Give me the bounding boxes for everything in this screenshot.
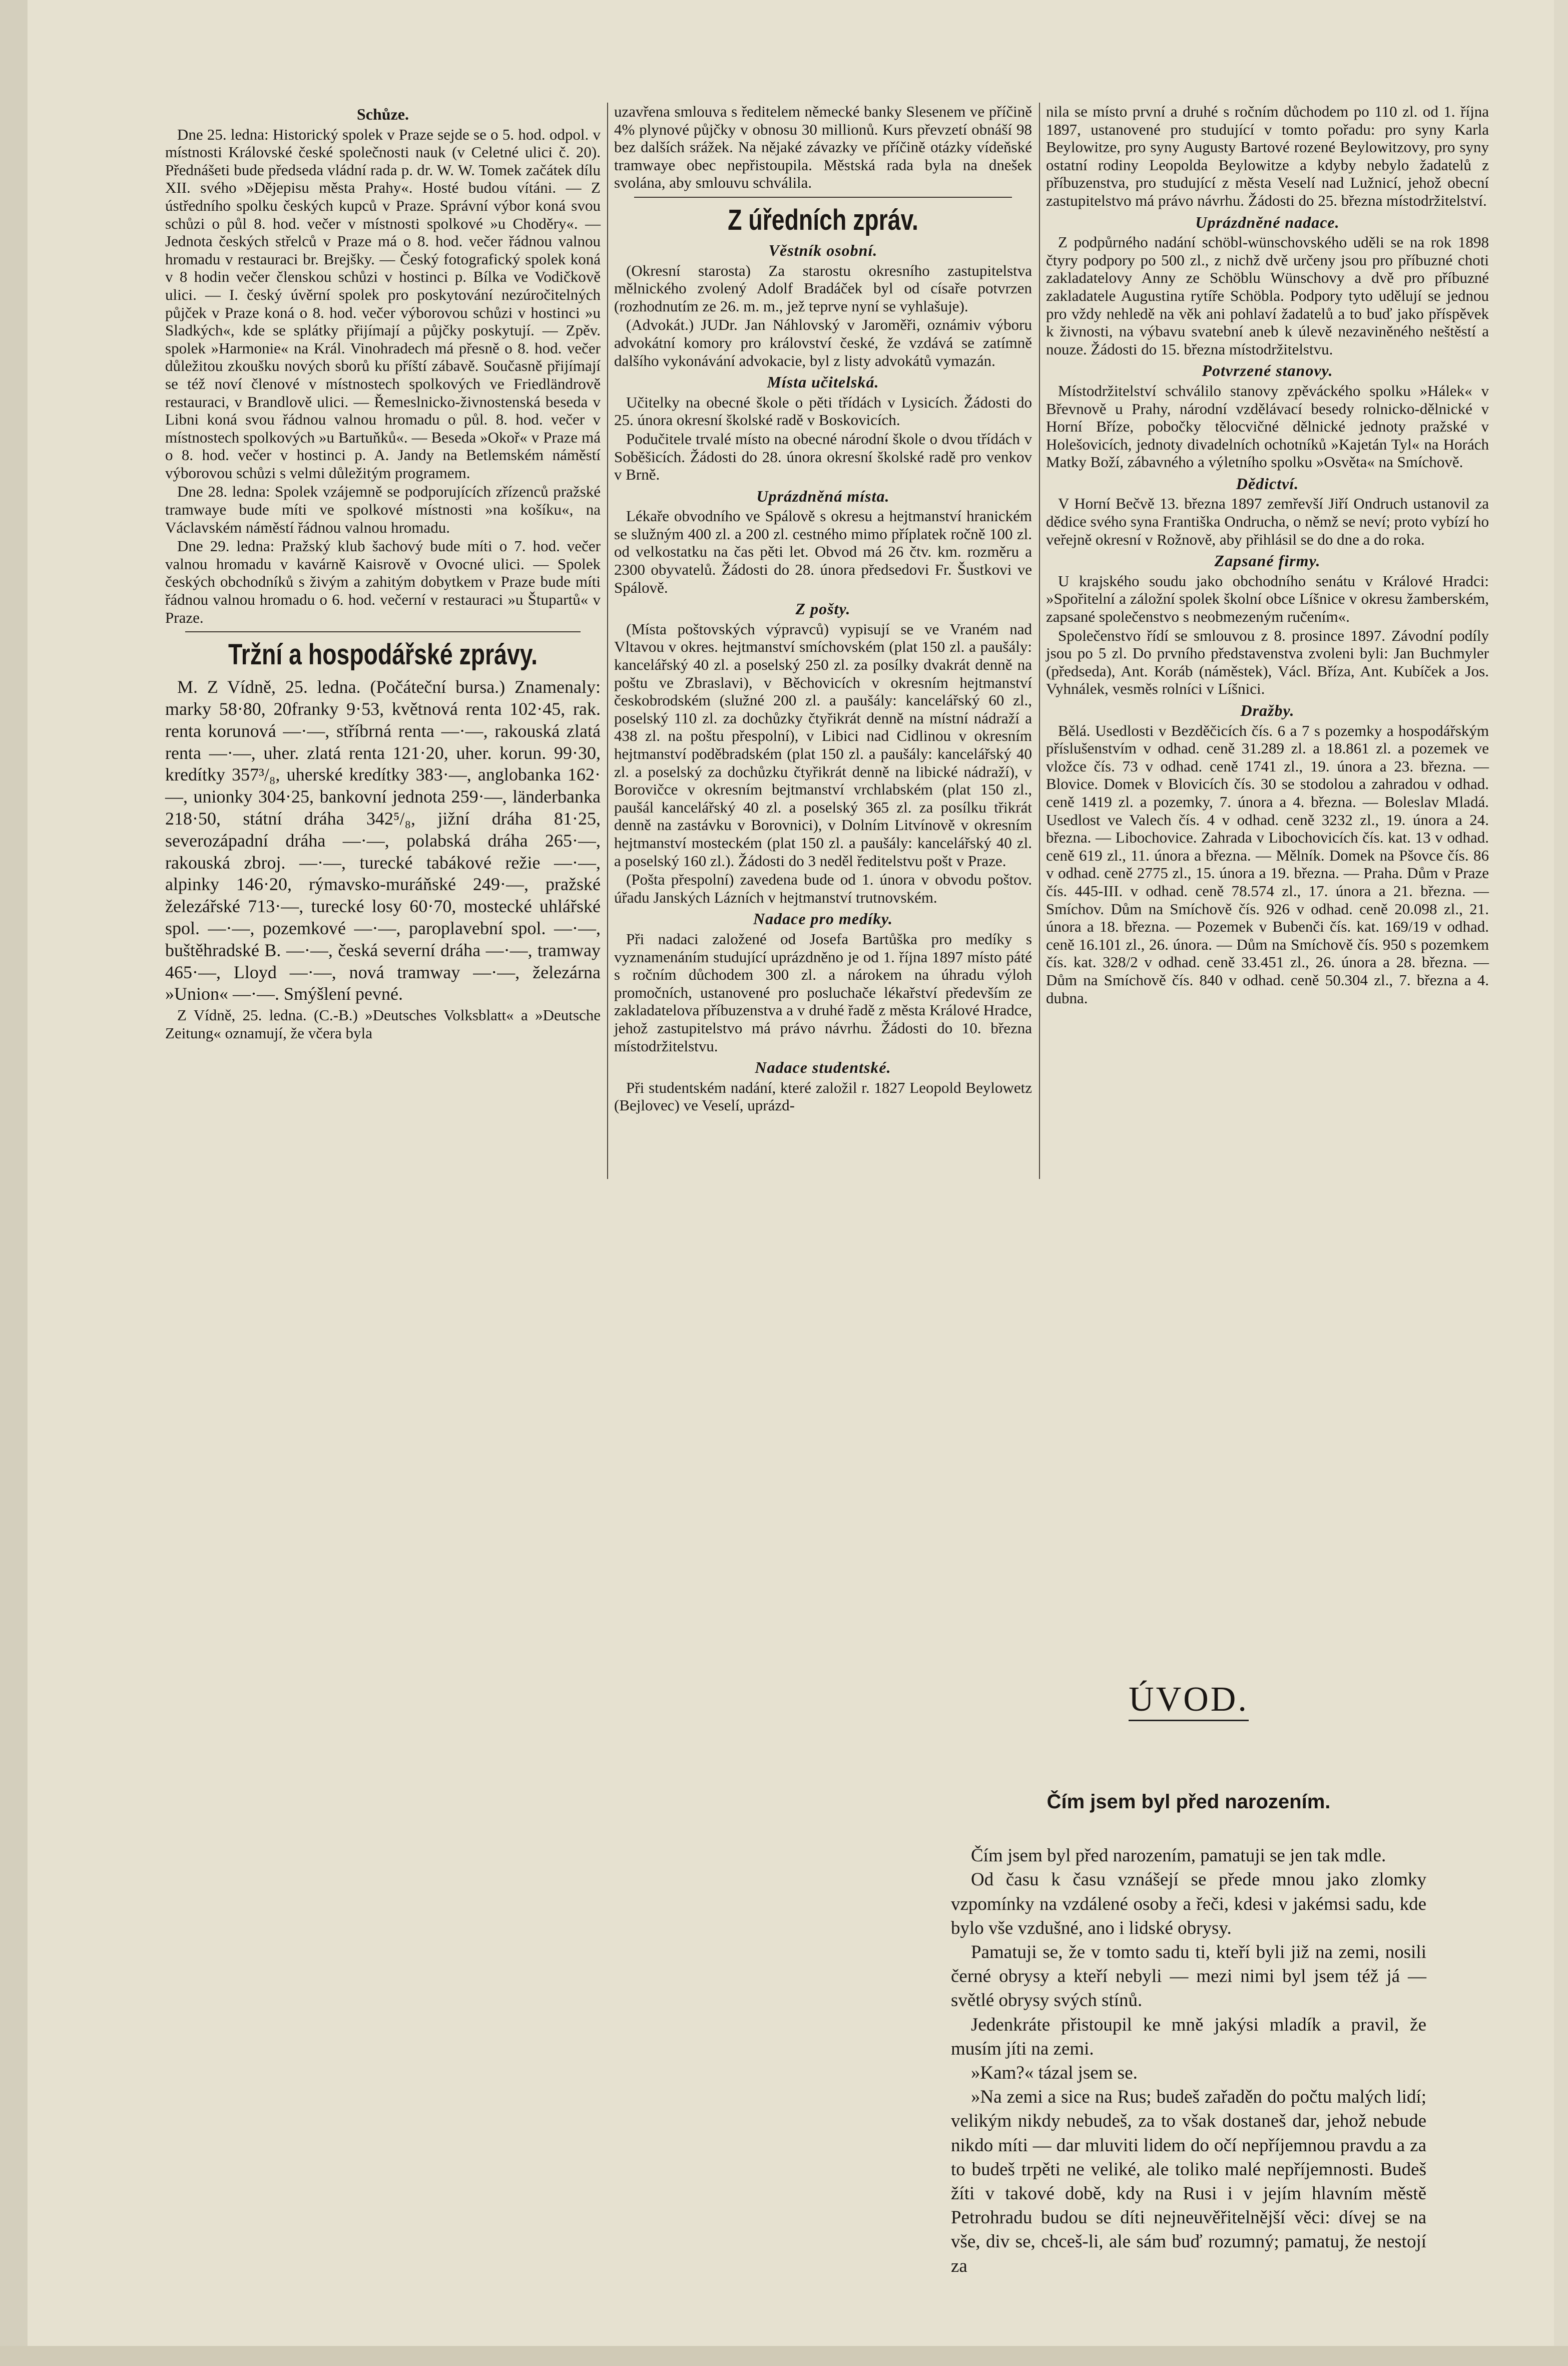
- column-left: [165, 103, 601, 1043]
- schuze-heading: Schůze.: [357, 105, 409, 123]
- vestnik-heading: Věstník osobní.: [768, 241, 878, 259]
- nadace-student-heading: Nadace studentské.: [755, 1058, 891, 1077]
- trzni-heading: Tržní a hospodářské zprávy.: [228, 638, 538, 671]
- schuze-paragraph: Dne 28. ledna: Spolek vzájemně se podporujících zřízenců pražské tramwaye bude míti ve spolkové místnosti »na košíku«, na Václavském náměstí řádnou valnou hromadu.: [165, 483, 601, 536]
- posty-paragraph: (Pošta přespolní) zavedena bude od 1. února v obvodu poštov. úřadu Janských Lázních v hejtmanství trutnovském.: [614, 871, 1032, 906]
- chapter-paragraph: Od času k času vznášejí se přede mnou jako zlomky vzpomínky na vzdálené osoby a řeči, kdesi v jakémsi sadu, kde bylo vše vzdušné, ano i lidské obrysy.: [951, 1869, 1426, 1938]
- posty-paragraph: (Místa poštovských výpravců) vypisují se ve Vraném nad Vltavou v okres. hejtmanství smíchovském (plat 150 zl. a paušály: kancelářský 40 zl. a poselský 250 zl. za posílky dvakrát denně na poštu ve Zbraslavi), v Běchovicích v okresním hejtmanství českobrodském (služné 200 zl. a paušály: kancelářský 60 zl., poselský 110 zl. za dochůzky čtyřikrát denně na místní nádraží a 438 zl. na poštu přespolní), v Libici nad Cidlinou v okresním hejtmanství poděbradském (plat 150 zl. a paušály: kancelářský 40 zl. a poselský za dochůzku čtyřikrát denně na libické nádraží), v Borovičce v okresním bejtmanství vrchlabském (plat 150 zl., paušál kancelářský 40 zl. a poselský 365 zl. za posílku třikrát denně na zastávku v Borovnici), v Dolním Litvínově v okresním hejtmanství mosteckém (plat 150 zl. a paušály: kancelářský 40 zl. a poselský 160 zl.). Žádosti do 3 neděl ředitelstvu pošt v Praze.: [614, 620, 1032, 870]
- chapter-paragraph: Jedenkráte přistoupil ke mně jakýsi mladík a pravil, že musím jíti na zemi.: [951, 2014, 1426, 2059]
- chapter-paragraph: »Na zemi a sice na Rus; budeš zařaděn do počtu malých lidí; velikým nikdy nebudeš, za to však dostaneš dar, jehož nebude nikdo míti — dar mluviti lidem do očí nepříjemnou pravdu a za to budeš trpěti ne veliké, ale toliko malé nepříjemnosti. Budeš žíti v takové době, kdy na Rusi i v jejím hlavním městě Petrohradu budou se díti nejneuvěřitelnější věci: dívej se na vše, div se, chceš-li, ale sám buď rozumný; pamatuj, že nestojí za: [951, 2087, 1426, 2276]
- chapter-paragraph: Čím jsem byl před narozením, pamatuji se jen tak mdle.: [971, 1845, 1386, 1866]
- continued-paragraph: uzavřena smlouva s ředitelem německé banky Slesenem ve příčině 4% plynové půjčky v obnosu 30 millionů. Kurs převzetí obnáší 98 bez dalších srážek. Na nějaké závazky ve příčině otázky vídeňské tramwaye obec nepřistoupila. Městská rada byla na dnešek svolána, aby smlouvu schválila.: [614, 103, 1032, 192]
- nadace-medici-paragraph: Při nadaci založené od Josefa Bartůška pro medíky s vyznamenáním studující uprázdněno je od 1. října 1897 místo páté s ročním důchodem 300 zl. a nárokem na úhradu výloh promočních, ustanovené pro posluchače lékařství především ze zakladatelova příbuzenstva a v druhé řadě z města Králové Hradce, jehož zastupitelstvo má právo návrhu. Žádosti do 10. března místodržitelstvu.: [614, 930, 1032, 1055]
- newspaper-page: [28, 0, 1554, 2366]
- chapter-paragraph: Pamatuji se, že v tomto sadu ti, kteří byli již na zemi, nosili černé obrysy a kteří nebyli — mezi nimi byl jsem též já — světlé obrysy svých stínů.: [951, 1942, 1426, 2011]
- ucitel-paragraph: Učitelky na obecné škole o pěti třídách v Lysicích. Žádosti do 25. února okresní školské radě v Boskovicích.: [614, 393, 1032, 429]
- column-rule: [1039, 103, 1040, 1179]
- potvrz-paragraph: Místodržitelství schválilo stanovy zpěváckého spolku »Hálek« v Břevnově u Prahy, národní vzdělávací besedy rolnicko-dělnické v Horní Bříze, pobočky tělocvičné dělnické jednoty pražské v Holešovicích, jednoty divadelních ochotníků »Kajetán Tyl« na Horách Matky Boží, zábavného a výletního spolku »Osvěta« na Smíchově.: [1046, 381, 1489, 471]
- uprazd-nadace-heading: Uprázdněné nadace.: [1195, 213, 1340, 231]
- dedictvi-heading: Dědictví.: [1236, 474, 1299, 493]
- uvod-title: ÚVOD.: [1038, 1680, 1339, 1720]
- drazby-heading: Dražby.: [1240, 701, 1295, 719]
- scan-left-edge: [0, 0, 28, 2366]
- posty-heading: Z pošty.: [795, 600, 851, 618]
- firmy-paragraph: U krajského soudu jako obchodního senátu v Králové Hradci: »Spořitelní a záložní spolek školní obce Líšnice v okresu žamberském, zapsané společenstvo s neobmezeným ručením«.: [1046, 572, 1489, 626]
- divider: [634, 197, 1012, 198]
- schuze-paragraph: Dne 25. ledna: Historický spolek v Praze sejde se o 5. hod. odpol. v místnosti Královské české společnosti nauk (v Celetné ulici č. 20). Přednášeti bude předseda vládní rada p. dr. W. W. Tomek začátek dílu XII. svého »Dějepisu města Prahy«. Hosté budou vítáni. — Z ústředního spolku českých kupců v Praze. Správní výbor koná svou schůzi o půl 8. hod. večer v místnosti spolkové »u Choděry«. — Jednota českých střelců v Praze má o 8. hod. večer řádnou valnou hromadu v restauraci br. Brejšky. — Český fotografický spolek koná v 8 hodin večer členskou schůzi v hostinci p. Bílka ve Vodičkově ulici. — I. český úvěrní spolek pro poskytování nezúročitelných půjček v Praze koná o 8. hod. večer výborovou schůzi v hostinci »u Sladkých«, kde se splátky přijímají a půjčky poskytují. — Zpěv. spolek »Harmonie« na Král. Vinohradech má přesně o 8. hod. večer důležitou zkoušku nových sborů ku příští zábavě. Současně přijímají se též noví členové v místnostech spolkových ve Friedländrově restauraci, v Brandlově ulici. — Řemeslnicko-živnostenská beseda v Libni koná svou řádnou valnou hromadu o půl. 8. hod. večer v místnostech spolkových »u Bartuňků«. — Beseda »Okoř« v Praze má o 8. hod. večer v hostinci p. A. Jandy na Betlemském náměstí výborovou schůzi s velmi důležitým programem.: [165, 125, 601, 482]
- firmy-paragraph: Společenstvo řídí se smlouvou z 8. prosince 1897. Závodní podíly jsou po 5 zl. Do prvního představenstva zvoleni byli: Jan Buchmyler (předseda), Ant. Koráb (náměstek), Václ. Bříza, Ant. Kubíček a Jos. Vyhnálek, vesměs rolníci v Líšnici.: [1046, 626, 1489, 698]
- uprazd-heading: Uprázdněná místa.: [756, 487, 890, 505]
- burza-paragraph: M. Z Vídně, 25. ledna. (Počáteční bursa.) Znamenaly: marky 58·80, 20franky 9·53, květnová renta 102·45, rak. renta korunová —·—, stříbrná renta —·—, rakouská zlatá renta —·—, uher. zlatá renta 121·20, uher. korun. 99·30, kredítky 357³/₈, uherské kredítky 383·—, anglobanka 162·—, unionky 304·25, bankovní jednota 259·—, länderbanka 218·50, státní dráha 342⁵/₈, jižní dráha 81·25, severozápadní dráha —·—, polabská dráha 265·—, rakouská zbroj. —·—, turecké tabákové režie —·—, alpinky 146·20, rýmavsko-muráňské 249·—, pražské železářské 713·—, turecké losy 60·70, mostecké uhlářské spol. —·—, pozemkové —·—, paroplavební spol. —·—, buštěhradské B. —·—, česká severní dráha —·—, tramway 465·—, Lloyd —·—, nová tramway —·—, železárna »Union« —·—. Smýšlení pevné.: [165, 677, 601, 1004]
- vestnik-paragraph: (Okresní starosta) Za starostu okresního zastupitelstva mělnického zvolený Adolf Bradáček byl od císaře potvrzen (rozhodnutím ze 26. m. m., jež teprve nyní se vyhlašuje).: [614, 261, 1032, 315]
- ucitel-heading: Místa učitelská.: [767, 373, 879, 391]
- scan-bottom-edge: [0, 2346, 1568, 2366]
- divider: [185, 631, 581, 632]
- vestnik-paragraph: (Advokát.) JUDr. Jan Náhlovský v Jaroměři, oznámiv výboru advokátní komory pro království české, že vzdává se zatímně dalšího vykonávání advokacie, byl z listy advokátů vymazán.: [614, 316, 1032, 369]
- potvrz-heading: Potvrzené stanovy.: [1202, 361, 1333, 380]
- nadace-medici-heading: Nadace pro medíky.: [753, 910, 893, 928]
- chapter-text: [951, 1790, 1426, 2278]
- uprazd-paragraph: Lékaře obvodního ve Spálově s okresu a hejtmanství hranickém se služným 400 zl. a 200 zl. cestného mimo příplatek ročně 100 zl. od velkostatku na čas pěti let. Obvod má 26 čtv. km. rozměru a 2300 obyvatelů. Žádosti do 28. února předsedovi Fr. Šustkovi ve Spálově.: [614, 507, 1032, 596]
- firmy-heading: Zapsané firmy.: [1214, 552, 1321, 570]
- chapter-paragraph: »Kam?« tázal jsem se.: [971, 2063, 1138, 2084]
- column-middle: [614, 103, 1032, 1115]
- uprazd-nadace-paragraph: Z podpůrného nadání schöbl-wünschovského uděli se na rok 1898 čtyry podpory po 500 zl., z nichž dvě určeny jsou pro příbuzné choti zakladatelovy Anny ze Schöblu Wünschovy a dvě pro příbuzné zakladatele Augustina rytíře Schöbla. Podpory tyto udělují se jednou pro vždy nehledě na věk ani pohlaví žadatelů a to buď jako příspěvek k živnosti, na výbavu svatební aneb k úlevě nezaviněného neštěstí a nouze. Žádosti do 15. března místodržitelstvu.: [1046, 233, 1489, 358]
- chapter-subtitle: Čím jsem byl před narozením.: [1047, 1791, 1331, 1813]
- nadace-student-paragraph: Při studentském nadání, které založil r. 1827 Leopold Beylowetz (Bejlovec) ve Veselí, uprázd-: [614, 1078, 1032, 1114]
- column-right: [1046, 103, 1489, 1008]
- trzni-paragraph: Z Vídně, 25. ledna. (C.-B.) »Deutsches Volksblatt« a »Deutsche Zeitung« oznamují, že včera byla: [165, 1006, 601, 1042]
- urad-heading: Z úředních zpráv.: [728, 203, 918, 236]
- continued-paragraph: nila se místo první a druhé s ročním důchodem po 110 zl. od 1. října 1897, ustanovené pro studující v tomto pořadu: pro syny Karla Beylowitze, pro syny Augusty Bartové rozené Beylowitzovy, pro syny ostatní rodiny Leopolda Beylowitze a kdyby nebylo žadatelů z příbuzenstva, pro studující z města Veselí nad Lužnicí, jehož obecní zastupitelstvo má právo návrhu. Žádosti do 25. března místodržitelství.: [1046, 103, 1489, 209]
- schuze-paragraph: Dne 29. ledna: Pražský klub šachový bude míti o 7. hod. večer valnou hromadu v kavárně Kaisrově v Ovocné ulici. — Spolek českých obchodníků s živým a zahitým dobytkem v Praze bude míti řádnou valnou hromadu o 6. hod. večerní v restauraci »u Štupartů« v Praze.: [165, 537, 601, 626]
- drazby-paragraph: Bělá. Usedlosti v Bezděčicích čís. 6 a 7 s pozemky a hospodářským příslušenstvím v odhad. ceně 31.289 zl. a 18.861 zl. a pozemek ve vložce čís. 73 v odhad. ceně 1741 zl., 19. února a 23. března. — Blovice. Domek v Blovicích čís. 30 se stodolou a zahradou v odhad. ceně 1419 zl. a pozemky, 7. února a 4. března. — Boleslav Mladá. Usedlost ve Valech čís. 4 v odhad. ceně 3232 zl., 19. února a 24. března. — Libochovice. Zahrada v Libochovicích čís. kat. 13 v odhad. ceně 619 zl., 11. února a březnа. — Mělník. Domek na Pšovce čís. 86 v odhad. ceně 2775 zl., 15. února a 19. března. — Praha. Dům v Praze čís. 445-III. v odhad. ceně 78.574 zl., 17. února a 21. března. — Smíchov. Dům na Smíchově čís. 926 v odhad. ceně 20.098 zl., 21. února a 18. března. — Pozemek v Bubenči čís. kat. 169/19 v odhad. ceně 16.101 zl., 26. února. — Dům na Smíchově čís. 950 s pozemkem čís. kat. 328/2 v odhad. ceně 33.451 zl., 26. února a 28. března. — Dům na Smíchově čís. 840 v odhad. ceně 50.304 zl., 7. března a 4. dubna.: [1046, 721, 1489, 1007]
- dedictvi-paragraph: V Horní Bečvě 13. března 1897 zemřevší Jiří Ondruch ustanovil za dědice svého syna Františka Ondrucha, o němž se neví; proto vybízí ho veřejně okresní v Rožnově, aby přihlásil se do dne a do roka.: [1046, 495, 1489, 548]
- ucitel-paragraph: Podučitele trvalé místo na obecné národní škole o dvou třídách v Soběšicích. Žádosti do 28. února okresní školské radě pro venkov v Brně.: [614, 430, 1032, 484]
- column-rule: [607, 103, 608, 1179]
